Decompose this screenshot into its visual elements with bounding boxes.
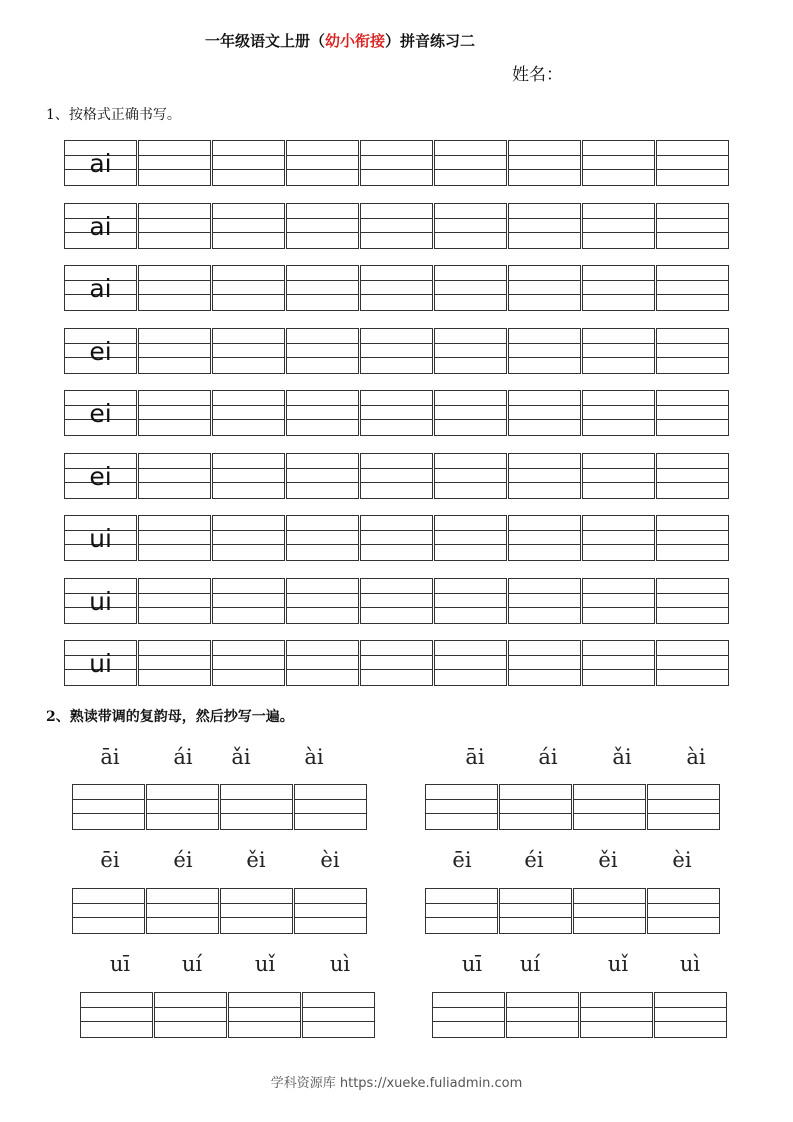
writing-cell[interactable] (582, 203, 655, 249)
tone-pinyin: ǎi (612, 745, 632, 769)
tone-pinyin: uí (519, 952, 541, 976)
example-pinyin: ei (89, 399, 112, 428)
writing-cell-example (64, 140, 137, 186)
writing-cell[interactable] (582, 515, 655, 561)
tone-pinyin: uǐ (254, 952, 276, 976)
writing-cell[interactable] (582, 453, 655, 499)
example-pinyin: ai (89, 211, 112, 241)
writing-cell[interactable] (360, 640, 433, 686)
writing-cell-example (64, 515, 137, 561)
tone-pinyin: ēi (452, 848, 472, 872)
example-pinyin: ei (89, 461, 112, 491)
writing-cell[interactable] (80, 992, 153, 1038)
writing-cell-example (64, 453, 137, 499)
writing-cell[interactable] (302, 992, 375, 1038)
tone-pinyin: uì (329, 952, 351, 976)
writing-cell[interactable] (573, 784, 646, 830)
writing-cell[interactable] (656, 640, 729, 686)
writing-cell[interactable] (434, 515, 507, 561)
tone-pinyin: éi (173, 848, 193, 872)
example-pinyin: ui (89, 649, 112, 678)
example-pinyin: ui (89, 524, 112, 553)
section2-heading: 2、熟读带调的复韵母，然后抄写一遍。 (46, 709, 294, 725)
writing-cell[interactable] (434, 640, 507, 686)
footer-source: 学科资源库 https://xueke.fuliadmin.com (270, 1076, 523, 1091)
writing-cell[interactable] (138, 640, 211, 686)
tone-pinyin: āi (100, 745, 120, 769)
writing-cell[interactable] (434, 390, 507, 436)
writing-cell[interactable] (656, 328, 729, 374)
writing-cell[interactable] (508, 453, 581, 499)
writing-cell[interactable] (360, 203, 433, 249)
writing-cell[interactable] (286, 515, 359, 561)
writing-cell[interactable] (360, 578, 433, 624)
writing-cell[interactable] (582, 578, 655, 624)
writing-cell[interactable] (432, 992, 505, 1038)
tone-pinyin: uí (181, 952, 203, 976)
writing-cell[interactable] (286, 328, 359, 374)
title-part2: ）拼音练习二 (385, 32, 476, 50)
writing-cell[interactable] (656, 140, 729, 186)
writing-cell[interactable] (582, 328, 655, 374)
writing-cell[interactable] (228, 992, 301, 1038)
writing-cell[interactable] (286, 640, 359, 686)
example-pinyin: ui (89, 586, 112, 616)
writing-cell[interactable] (212, 640, 285, 686)
writing-cell[interactable] (656, 453, 729, 499)
writing-cell[interactable] (286, 578, 359, 624)
writing-cell[interactable] (212, 203, 285, 249)
writing-cell[interactable] (508, 515, 581, 561)
writing-cell[interactable] (138, 140, 211, 186)
writing-cell[interactable] (582, 265, 655, 311)
tone-pinyin: ěi (246, 848, 266, 872)
writing-cell[interactable] (434, 265, 507, 311)
writing-cell[interactable] (360, 265, 433, 311)
writing-cell[interactable] (138, 265, 211, 311)
writing-cell[interactable] (294, 784, 367, 830)
writing-cell[interactable] (656, 515, 729, 561)
writing-cell[interactable] (212, 140, 285, 186)
writing-cell[interactable] (425, 888, 498, 934)
tone-pinyin: èi (320, 848, 340, 872)
tone-pinyin: ái (538, 745, 558, 769)
writing-cell-example (64, 328, 137, 374)
tone-pinyin: uī (461, 952, 483, 976)
writing-cell[interactable] (154, 992, 227, 1038)
writing-cell[interactable] (508, 140, 581, 186)
writing-cell[interactable] (138, 390, 211, 436)
writing-cell[interactable] (286, 453, 359, 499)
writing-cell[interactable] (656, 578, 729, 624)
tone-pinyin: uǐ (607, 952, 629, 976)
writing-cell[interactable] (212, 453, 285, 499)
tone-pinyin: ēi (100, 848, 120, 872)
tone-pinyin: uī (109, 952, 131, 976)
writing-cell[interactable] (360, 140, 433, 186)
tone-pinyin: ài (686, 745, 706, 769)
writing-cell-example (64, 578, 137, 624)
writing-cell[interactable] (286, 265, 359, 311)
writing-cell[interactable] (146, 784, 219, 830)
writing-cell[interactable] (434, 203, 507, 249)
writing-cell-example (64, 640, 137, 686)
writing-cell[interactable] (654, 992, 727, 1038)
writing-cell[interactable] (508, 203, 581, 249)
writing-cell[interactable] (286, 390, 359, 436)
writing-cell[interactable] (294, 888, 367, 934)
example-pinyin: ei (89, 336, 112, 366)
tone-pinyin: ài (304, 745, 324, 769)
writing-cell[interactable] (138, 203, 211, 249)
writing-cell[interactable] (286, 203, 359, 249)
writing-cell[interactable] (138, 328, 211, 374)
writing-cell[interactable] (656, 390, 729, 436)
writing-cell[interactable] (656, 265, 729, 311)
writing-cell[interactable] (138, 453, 211, 499)
writing-cell[interactable] (360, 453, 433, 499)
writing-cell[interactable] (582, 640, 655, 686)
example-pinyin: ai (89, 274, 112, 303)
writing-cell[interactable] (656, 203, 729, 249)
writing-cell[interactable] (286, 140, 359, 186)
writing-cell[interactable] (508, 640, 581, 686)
writing-cell[interactable] (647, 784, 720, 830)
writing-cell[interactable] (434, 453, 507, 499)
writing-cell[interactable] (434, 578, 507, 624)
page-title (0, 30, 680, 51)
tone-pinyin: ǎi (231, 745, 251, 769)
writing-cell[interactable] (508, 265, 581, 311)
tone-pinyin: éi (524, 848, 544, 872)
writing-cell[interactable] (212, 390, 285, 436)
writing-cell[interactable] (360, 390, 433, 436)
writing-cell[interactable] (582, 140, 655, 186)
writing-cell[interactable] (506, 992, 579, 1038)
title-part1: 一年级语文上册（ (204, 32, 325, 50)
writing-cell[interactable] (146, 888, 219, 934)
writing-cell[interactable] (360, 515, 433, 561)
writing-cell-example (64, 390, 137, 436)
writing-cell[interactable] (582, 390, 655, 436)
writing-cell[interactable] (72, 784, 145, 830)
writing-cell[interactable] (434, 328, 507, 374)
writing-cell[interactable] (138, 578, 211, 624)
writing-cell[interactable] (647, 888, 720, 934)
writing-cell[interactable] (434, 140, 507, 186)
title-highlight: 幼小衔接 (324, 32, 385, 50)
tone-pinyin: ái (173, 745, 193, 769)
tone-pinyin: èi (672, 848, 692, 872)
writing-cell[interactable] (72, 888, 145, 934)
writing-cell[interactable] (220, 784, 293, 830)
writing-cell[interactable] (508, 328, 581, 374)
writing-cell[interactable] (499, 888, 572, 934)
writing-cell[interactable] (212, 265, 285, 311)
section1-heading: 1、按格式正确书写。 (46, 107, 181, 123)
tone-pinyin: āi (465, 745, 485, 769)
writing-cell[interactable] (425, 784, 498, 830)
writing-cell[interactable] (573, 888, 646, 934)
writing-cell-example (64, 203, 137, 249)
example-pinyin: ai (89, 149, 112, 178)
writing-cell[interactable] (220, 888, 293, 934)
writing-cell[interactable] (508, 578, 581, 624)
writing-cell[interactable] (138, 515, 211, 561)
name-label: 姓名： (512, 65, 563, 85)
writing-cell[interactable] (212, 578, 285, 624)
writing-cell[interactable] (499, 784, 572, 830)
writing-cell[interactable] (508, 390, 581, 436)
writing-cell[interactable] (212, 515, 285, 561)
writing-cell[interactable] (360, 328, 433, 374)
writing-cell-example (64, 265, 137, 311)
writing-cell[interactable] (580, 992, 653, 1038)
writing-cell[interactable] (212, 328, 285, 374)
tone-pinyin: ěi (598, 848, 618, 872)
tone-pinyin: uì (679, 952, 701, 976)
